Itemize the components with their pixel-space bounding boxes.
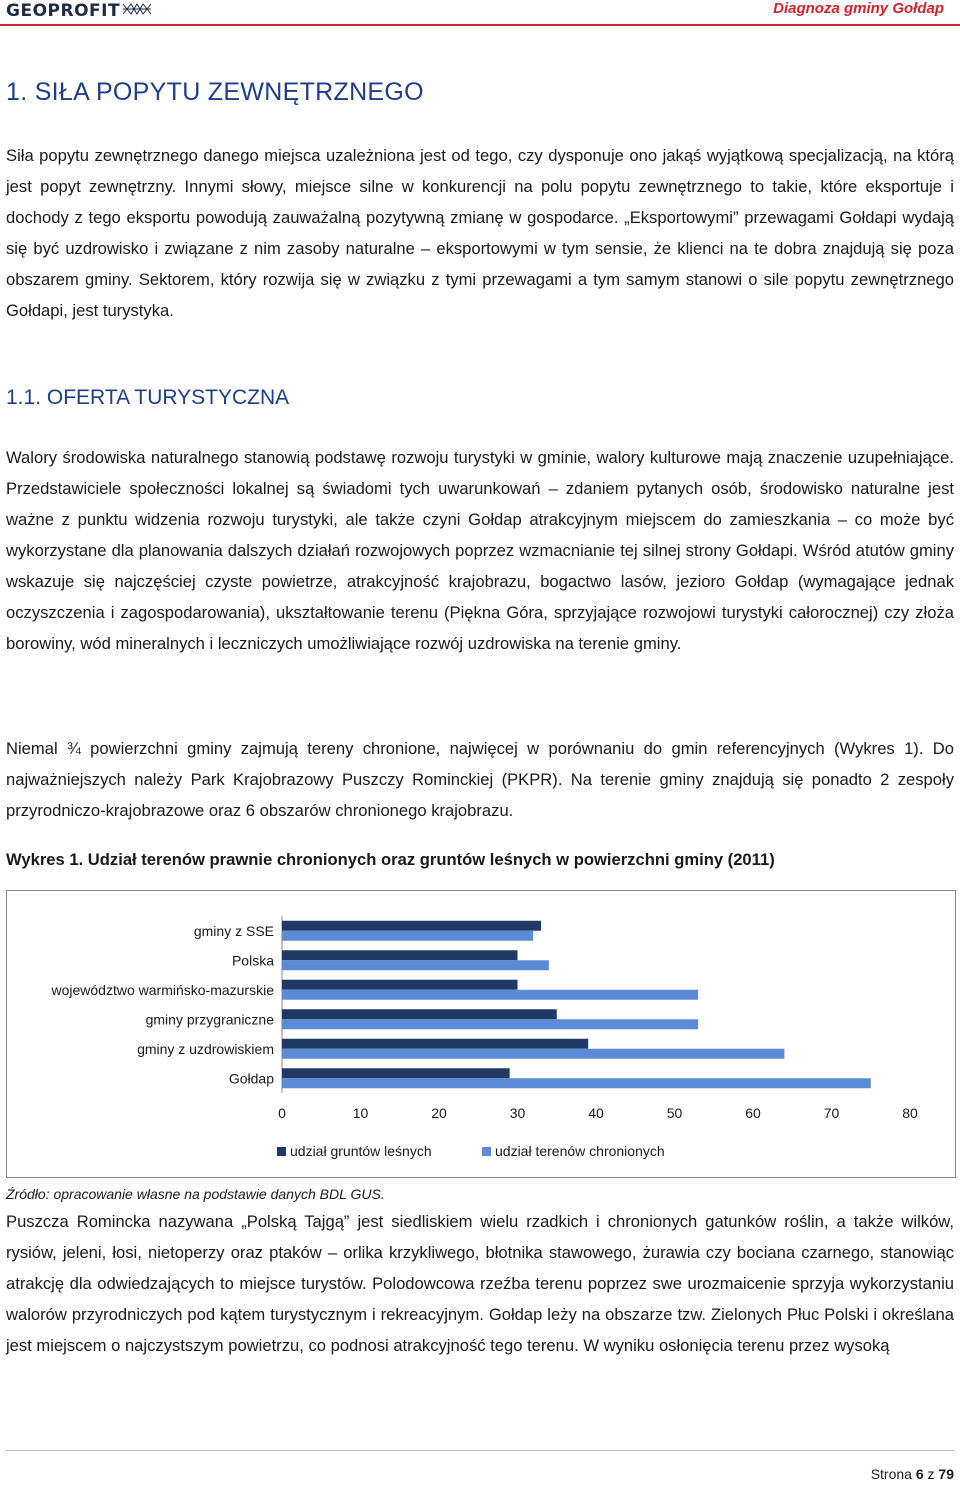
legend-label: udział gruntów leśnych: [290, 1143, 432, 1159]
legend-label: udział terenów chronionych: [495, 1143, 665, 1159]
subsection-paragraph-2: Niemal ¾ powierzchni gminy zajmują tereny chronione, najwięcej w porównaniu do gmin referencyjnych (Wykres 1). Do najważniejszych należy Park Krajobrazowy Puszczy Rominckiej (PKPR). Na terenie gminy znajdują się ponadto 2 zespoły przyrodniczo-krajobrazowe oraz 6 obszarów chronionego krajobrazu.: [6, 739, 954, 820]
section-heading: 1. SIŁA POPYTU ZEWNĘTRZNEGO: [6, 78, 424, 106]
header-rule: [0, 24, 960, 26]
x-tick-label: 80: [902, 1105, 918, 1121]
chart-caption: Wykres 1. Udział terenów prawnie chronionych oraz gruntów leśnych w powierzchni gminy (2011): [6, 850, 775, 869]
x-tick-label: 10: [352, 1105, 369, 1121]
x-tick-label: 50: [666, 1105, 683, 1121]
page-number: [871, 1466, 954, 1482]
category-label: gminy z SSE: [193, 922, 274, 939]
bar-lesne: [282, 1009, 557, 1019]
bar-lesne: [282, 950, 518, 960]
bar-lesne: [282, 980, 518, 990]
bar-lesne: [282, 921, 541, 931]
bar-chronione: [282, 1078, 871, 1088]
x-tick-label: 40: [588, 1105, 604, 1121]
logo-text: GEOPROFIT: [6, 1, 121, 21]
category-label: województwo warmińsko-mazurskie: [51, 981, 274, 998]
subsection-paragraph-1: Walory środowiska naturalnego stanowią podstawę rozwoju turystyki w gminie, walory kulturowe mają znaczenie uzupełniające. Przedstawiciele społeczności lokalnej są świadomi tych uwarunkowań – zdaniem pytanych osób, środowisko naturalne jest ważne z punktu widzenia rozwoju turystyki, ale także czyni Gołdap atrakcyjnym miejscem do zamieszkania – co może być wykorzystane dla planowania dalszych działań rozwojowych poprzez wzmacnianie tej silnej strony Gołdapi. Wśród atutów gminy wskazuje się najczęściej czyste powietrze, atrakcyjność krajobrazu, bogactwo lasów, jezioro Gołdap (wymagające jednak oczyszczenia i zagospodarowania), ukształtowanie terenu (Piękna Góra, sprzyjające rozwojowi turystyki całorocznej) czy złoża borowiny, wód mineralnych i leczniczych umożliwiające rozwój uzdrowiska na terenie gminy.: [6, 448, 954, 653]
category-label: Polska: [231, 952, 274, 969]
category-label: gminy przygraniczne: [145, 1011, 274, 1028]
document-title: Diagnoza gminy Gołdap: [773, 0, 944, 17]
bar-chronione: [282, 960, 549, 970]
category-label: Gołdap: [228, 1070, 274, 1087]
bar-chronione: [282, 1019, 698, 1029]
bar-chart: [7, 891, 955, 1177]
x-tick-label: 0: [278, 1105, 286, 1121]
x-tick-label: 60: [745, 1105, 761, 1121]
section-paragraph: Siła popytu zewnętrznego danego miejsca uzależniona jest od tego, czy dysponuje ono jakąś wyjątkową specjalizacją, na którą jest popyt zewnętrzny. Innymi słowy, miejsce silne w konkurencji na polu popytu zewnętrznego to takie, które eksportuje i dochody z tego eksportu powodują zauważalną pozytywną zmianę w gospodarce. „Eksportowymi” przewagami Gołdapi wydają się być uzdrowisko i związane z nim zasoby naturalne – eksportowymi w tym sensie, że klienci na te dobra znajdują się poza obszarem gminy. Sektorem, który rozwija się w związku z tymi przewagami a tym samym stanowi o sile popytu zewnętrznego Gołdapi, jest turystyka.: [6, 146, 954, 320]
legend-swatch: [277, 1147, 286, 1156]
page-total: 79: [938, 1466, 954, 1482]
page-current: 6: [915, 1466, 924, 1482]
footer-rule: [6, 1450, 954, 1451]
bar-chronione: [282, 1049, 784, 1059]
logo-mark-icon: [122, 1, 152, 22]
x-tick-label: 70: [823, 1105, 840, 1121]
page-label: Strona: [870, 1466, 912, 1482]
x-tick-label: 20: [431, 1105, 447, 1121]
category-label: gminy z uzdrowiskiem: [137, 1040, 274, 1057]
bar-lesne: [282, 1039, 588, 1049]
chart-frame: [6, 890, 956, 1178]
legend-swatch: [482, 1147, 491, 1156]
bar-chronione: [282, 931, 533, 941]
bar-lesne: [282, 1068, 510, 1078]
x-tick-label: 30: [509, 1105, 526, 1121]
subsection-heading: 1.1. OFERTA TURYSTYCZNA: [6, 386, 290, 409]
chart-source: Źródło: opracowanie własne na podstawie danych BDL GUS.: [6, 1186, 385, 1202]
page-sep: z: [927, 1466, 935, 1482]
logo: [6, 0, 152, 22]
subsection-paragraph-3: Puszcza Romincka nazywana „Polską Tajgą” jest siedliskiem wielu rzadkich i chronionych gatunków roślin, a także wilków, rysiów, jeleni, łosi, nietoperzy oraz ptaków – orlika krzykliwego, błotnika stawowego, żurawia czy bociana czarnego, stanowiąc atrakcję dla odwiedzających to miejsce turystów. Polodowcowa rzeźba terenu poprzez swe urozmaicenie sprzyja wykorzystaniu walorów przyrodniczych pod kątem turystycznym i rekreacyjnym. Gołdap leży na obszarze tzw. Zielonych Płuc Polski i określana jest miejscem o najczystszym powietrzu, co podnosi atrakcyjność tego terenu. W wyniku osłonięcia terenu przez wysoką: [6, 1212, 954, 1355]
bar-chronione: [282, 990, 698, 1000]
